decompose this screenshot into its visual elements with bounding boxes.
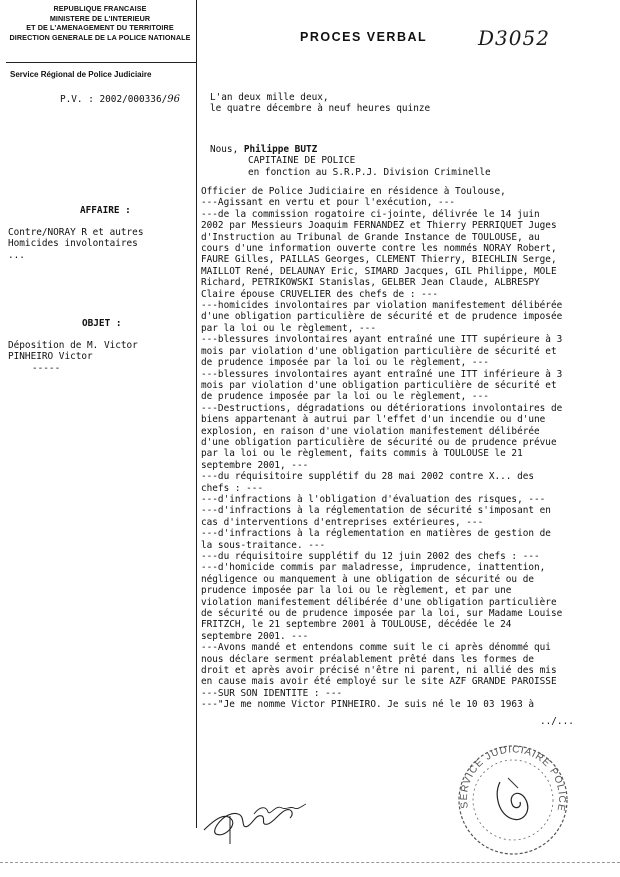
police-stamp	[448, 738, 578, 862]
pv-label: P.V. : 2002/000336/	[60, 94, 168, 105]
body-line: ---SUR SON IDENTITE : ---	[201, 687, 343, 699]
body-line: de sécurité ou de prudence imposée par la loi, sur Madame Louise	[201, 608, 563, 620]
body-line: d'une obligation particulière de sécurité ou de prudence prévue	[201, 436, 557, 448]
body-line: prudence imposée par la loi ou le règlement, et par une	[201, 585, 512, 597]
header-line: REPUBLIQUE FRANCAISE	[53, 4, 147, 13]
body-line: ---"Je me nomme Victor PINHEIRO. Je suis né le 10 03 1963 à	[201, 699, 535, 711]
date-line: L'an deux mille deux,	[210, 92, 329, 103]
document-title: PROCES VERBAL	[300, 30, 428, 44]
stamp-text: SERVICE JUDICIAIRE POLICE	[458, 744, 568, 813]
body-line: de prudence imposée par la loi ou le règlement, ---	[201, 391, 489, 403]
body-line: ---de la commission rogatoire ci-jointe, délivrée le 14 juin	[201, 208, 540, 220]
header-line: ET DE L'AMENAGEMENT DU TERRITOIRE	[26, 23, 174, 32]
body-line: ---Destructions, dégradations ou détériorations involontaires de	[201, 402, 563, 414]
service-name: Service Régional de Police Judiciaire	[10, 70, 152, 79]
header-divider	[6, 62, 196, 63]
body-line: cours d'une information ouverte contre les nommés NORAY Robert,	[201, 243, 557, 255]
pv-handwritten: 96	[167, 94, 180, 105]
body-line: ---du réquisitoire supplétif du 12 juin 2002 des chefs : ---	[201, 551, 540, 562]
date-line: le quatre décembre à neuf heures quinze	[210, 103, 431, 115]
body-line: d'Instruction au Tribunal de Grande Instance de TOULOUSE, au	[201, 231, 540, 243]
body-line: par la loi ou le règlement, faits commis à TOULOUSE le 21	[201, 448, 523, 460]
body-line: la sous-traitance. ---	[201, 539, 326, 551]
body-line: ---blessures involontaires ayant entraîné une ITT supérieure à 3	[201, 334, 563, 346]
body-line: ---du réquisitoire supplétif du 28 mai 2002 contre X... des	[201, 471, 535, 483]
officer-name: Philippe BUTZ	[243, 144, 318, 155]
body-line: mois par violation d'une obligation particulière de sécurité et	[201, 379, 557, 391]
continuation-mark: ../...	[540, 716, 574, 727]
body-line: de prudence imposée par la loi ou le règlement, ---	[201, 357, 489, 369]
body-line: ---Avons mandé et entendons comme suit le ci après dénommé qui	[201, 642, 551, 654]
body-line: ---d'infractions à la réglementation en matières de gestion de	[201, 528, 551, 540]
pv-number	[60, 94, 180, 105]
officer-name-line	[210, 144, 491, 155]
objet-line: -----	[32, 362, 61, 374]
affaire-line: Homicides involontaires	[8, 238, 138, 250]
body-line: ---blessures involontaires ayant entraîné une ITT inférieure à 3	[201, 368, 563, 380]
margin-initials	[250, 798, 310, 822]
body-line: en cause mais avoir été employé sur le site AZF GRANDE PAROISSE	[201, 676, 557, 688]
officer-rank: CAPITAINE DE POLICE	[248, 155, 356, 167]
body-line: septembre 2001. ---	[201, 630, 309, 642]
body-line: négligence ou manquement à une obligation de sécurité ou de	[201, 573, 535, 585]
body-text	[201, 186, 562, 711]
body-line: FAURE Gilles, PAILLAS Georges, CLEMENT Thierry, BIECHLIN Serge,	[201, 254, 557, 266]
objet-line: PINHEIRO Victor	[8, 351, 93, 363]
body-line: MAILLOT René, DELAUNAY Eric, SIMARD Jacques, GIL Philippe, MOLE	[201, 265, 557, 277]
margin-rule	[196, 0, 197, 828]
officer-prefix: Nous,	[210, 144, 244, 155]
officer-assignment: en fonction au S.R.P.J. Division Criminelle	[248, 166, 491, 178]
body-line: par la loi ou le règlement, ---	[201, 322, 376, 334]
date-block	[210, 92, 430, 115]
body-line: ---homicides involontaires par violation manifestement délibérée	[201, 300, 563, 312]
objet-title: OBJET :	[82, 318, 122, 329]
body-line: droit et après avoir précisé n'être ni parent, ni allié des mis	[201, 665, 557, 677]
body-line: ---d'infractions à l'obligation d'évaluation des risques, ---	[201, 493, 546, 505]
svg-text:SERVICE JUDICIAIRE POLICE	[459, 744, 567, 812]
header-line: MINISTERE DE L'INTERIEUR	[49, 13, 151, 23]
body-line: chefs : ---	[201, 482, 264, 494]
objet-block	[8, 340, 138, 374]
affaire-title: AFFAIRE :	[80, 205, 131, 216]
body-line: septembre 2001, ---	[201, 459, 309, 471]
body-line: ---d'infractions à la réglementation de sécurité s'imposant en	[201, 505, 551, 517]
body-line: nous déclare serment préalablement prêté dans les formes de	[201, 653, 535, 665]
header-line: DIRECTION GENERALE DE LA POLICE NATIONALE	[9, 32, 191, 42]
body-line: ---Agissant en vertu et pour l'exécution, ---	[201, 197, 455, 209]
body-line: Richard, PETRIKOWSKI Stanislas, GELBER Jean Claude, ALBRESPY	[201, 277, 540, 289]
body-line: Officier de Police Judiciaire en résidence à Toulouse,	[201, 186, 506, 197]
body-line: ---d'homicide commis par maladresse, imprudence, inattention,	[201, 562, 546, 574]
body-line: d'une obligation particulière de sécurité et de prudence imposée	[201, 311, 563, 323]
affaire-line: Contre/NORAY R et autres	[8, 227, 144, 238]
body-line: cas d'interventions d'entreprises extérieures, ---	[201, 516, 484, 528]
affaire-block	[8, 227, 143, 261]
body-line: Claire épouse CRUVELIER des chefs de : ---	[201, 288, 439, 300]
page-bottom-edge	[0, 862, 620, 863]
body-line: biens appartenant à autrui par l'effet d'un incendie ou d'une	[201, 414, 546, 426]
body-line: mois par violation d'une obligation particulière de sécurité et	[201, 345, 557, 357]
body-line: explosion, en raison d'une violation manifestement délibérée	[201, 425, 540, 437]
objet-line: Déposition de M. Victor	[8, 340, 138, 351]
ministry-header	[6, 4, 194, 42]
handwritten-reference: D3052	[478, 26, 550, 50]
body-line: violation manifestement délibérée d'une obligation particulière	[201, 596, 557, 608]
officer-block	[210, 144, 491, 178]
affaire-line: ...	[8, 249, 25, 261]
body-line: 2002 par Messieurs Joaquim FERNANDEZ et Thierry PERRIQUET Juges	[201, 220, 557, 232]
body-line: FRITZCH, le 21 septembre 2001 à TOULOUSE, décédée le 24	[201, 619, 512, 631]
